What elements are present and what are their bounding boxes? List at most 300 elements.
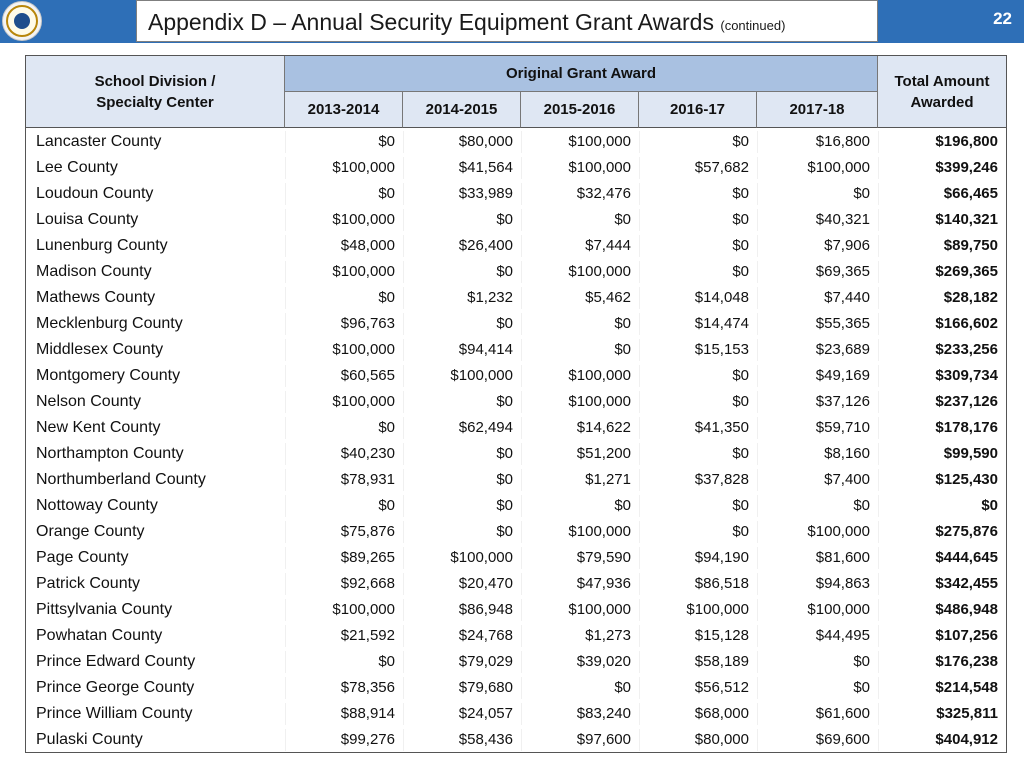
grant-amount-cell: $57,682 bbox=[694, 159, 749, 176]
column-separator bbox=[403, 703, 404, 725]
column-separator bbox=[757, 131, 758, 153]
grant-amount-cell: $7,400 bbox=[824, 471, 870, 488]
column-separator bbox=[285, 443, 286, 465]
grant-amount-cell: $79,680 bbox=[458, 679, 513, 696]
school-division-name: Powhatan County bbox=[36, 627, 163, 644]
grant-amount-cell: $55,365 bbox=[815, 315, 870, 332]
column-separator bbox=[757, 651, 758, 673]
column-separator bbox=[878, 469, 879, 491]
total-awarded-cell: $0 bbox=[981, 497, 998, 514]
total-awarded-cell: $66,465 bbox=[943, 185, 998, 202]
grant-amount-cell: $0 bbox=[496, 523, 513, 540]
column-separator bbox=[285, 547, 286, 569]
header-year-2017-18: 2017-18 bbox=[757, 92, 878, 128]
column-separator bbox=[639, 495, 640, 517]
column-separator bbox=[878, 391, 879, 413]
header-school-division-label: School Division / Specialty Center bbox=[94, 72, 216, 111]
column-separator bbox=[878, 521, 879, 543]
grant-amount-cell: $49,169 bbox=[815, 367, 870, 384]
column-separator bbox=[639, 729, 640, 751]
column-separator bbox=[757, 209, 758, 231]
grant-amount-cell: $96,763 bbox=[340, 315, 395, 332]
school-division-name: Mecklenburg County bbox=[36, 315, 183, 332]
column-separator bbox=[639, 599, 640, 621]
grant-amount-cell: $78,356 bbox=[340, 679, 395, 696]
table-row bbox=[26, 649, 1006, 675]
column-separator bbox=[403, 651, 404, 673]
grant-amount-cell: $62,494 bbox=[458, 419, 513, 436]
column-separator bbox=[639, 131, 640, 153]
table-body bbox=[26, 129, 1006, 753]
grant-amount-cell: $0 bbox=[732, 185, 749, 202]
column-separator bbox=[878, 651, 879, 673]
total-awarded-cell: $309,734 bbox=[935, 367, 998, 384]
school-division-name: Nottoway County bbox=[36, 497, 158, 514]
column-separator bbox=[757, 625, 758, 647]
page-title-text: Appendix D – Annual Security Equipment Grant Awards bbox=[148, 9, 714, 35]
grant-amount-cell: $0 bbox=[732, 445, 749, 462]
total-awarded-cell: $237,126 bbox=[935, 393, 998, 410]
header-year-2013-2014: 2013-2014 bbox=[285, 92, 403, 128]
column-separator bbox=[639, 469, 640, 491]
grant-amount-cell: $24,768 bbox=[458, 627, 513, 644]
column-separator bbox=[521, 417, 522, 439]
grant-amount-cell: $0 bbox=[732, 393, 749, 410]
table-row bbox=[26, 363, 1006, 389]
column-separator bbox=[521, 209, 522, 231]
grant-amount-cell: $81,600 bbox=[815, 549, 870, 566]
grant-amount-cell: $0 bbox=[732, 367, 749, 384]
grant-amount-cell: $58,189 bbox=[694, 653, 749, 670]
total-awarded-cell: $107,256 bbox=[935, 627, 998, 644]
column-separator bbox=[285, 339, 286, 361]
table-row bbox=[26, 389, 1006, 415]
grant-amount-cell: $0 bbox=[496, 315, 513, 332]
column-separator bbox=[285, 677, 286, 699]
grant-amount-cell: $100,000 bbox=[568, 367, 631, 384]
column-separator bbox=[639, 703, 640, 725]
school-division-name: Prince George County bbox=[36, 679, 195, 696]
column-separator bbox=[403, 287, 404, 309]
column-separator bbox=[757, 417, 758, 439]
column-separator bbox=[521, 313, 522, 335]
school-division-name: Patrick County bbox=[36, 575, 141, 592]
grant-amount-cell: $100,000 bbox=[450, 549, 513, 566]
column-separator bbox=[403, 573, 404, 595]
grant-amount-cell: $0 bbox=[614, 315, 631, 332]
grant-amount-cell: $100,000 bbox=[332, 211, 395, 228]
table-row bbox=[26, 311, 1006, 337]
header-original-grant-award: Original Grant Award bbox=[285, 56, 878, 92]
table-row bbox=[26, 467, 1006, 493]
total-awarded-cell: $269,365 bbox=[935, 263, 998, 280]
grant-amount-cell: $1,232 bbox=[467, 289, 513, 306]
grant-amount-cell: $100,000 bbox=[568, 263, 631, 280]
column-separator bbox=[639, 209, 640, 231]
school-division-name: Lancaster County bbox=[36, 133, 162, 150]
grant-amount-cell: $14,474 bbox=[694, 315, 749, 332]
column-separator bbox=[521, 677, 522, 699]
column-separator bbox=[757, 547, 758, 569]
grant-amount-cell: $100,000 bbox=[332, 393, 395, 410]
grant-amount-cell: $37,828 bbox=[694, 471, 749, 488]
column-separator bbox=[639, 521, 640, 543]
column-separator bbox=[639, 573, 640, 595]
column-separator bbox=[403, 599, 404, 621]
column-separator bbox=[878, 235, 879, 257]
grant-amount-cell: $59,710 bbox=[815, 419, 870, 436]
column-separator bbox=[521, 651, 522, 673]
total-awarded-cell: $125,430 bbox=[935, 471, 998, 488]
column-separator bbox=[639, 651, 640, 673]
column-separator bbox=[878, 599, 879, 621]
grant-amount-cell: $100,000 bbox=[568, 393, 631, 410]
grant-amount-cell: $40,321 bbox=[815, 211, 870, 228]
school-division-name: Pittsylvania County bbox=[36, 601, 173, 618]
grant-amount-cell: $0 bbox=[853, 185, 870, 202]
school-division-name: Lunenburg County bbox=[36, 237, 168, 254]
title-bar bbox=[0, 0, 1024, 43]
grant-amount-cell: $88,914 bbox=[340, 705, 395, 722]
column-separator bbox=[639, 365, 640, 387]
column-separator bbox=[757, 677, 758, 699]
grant-amount-cell: $32,476 bbox=[576, 185, 631, 202]
column-separator bbox=[521, 521, 522, 543]
column-separator bbox=[757, 261, 758, 283]
school-division-name: Lee County bbox=[36, 159, 118, 176]
grant-amount-cell: $39,020 bbox=[576, 653, 631, 670]
total-awarded-cell: $178,176 bbox=[935, 419, 998, 436]
header-total-amount bbox=[878, 56, 1006, 128]
column-separator bbox=[521, 729, 522, 751]
column-separator bbox=[403, 521, 404, 543]
column-separator bbox=[285, 729, 286, 751]
column-separator bbox=[403, 625, 404, 647]
header-total-amount-label: Total Amount Awarded bbox=[894, 72, 990, 111]
grant-amount-cell: $0 bbox=[614, 211, 631, 228]
table-row bbox=[26, 207, 1006, 233]
column-separator bbox=[285, 183, 286, 205]
grant-amount-cell: $58,436 bbox=[458, 731, 513, 748]
header-year-2015-2016: 2015-2016 bbox=[521, 92, 639, 128]
table-row bbox=[26, 701, 1006, 727]
grant-amount-cell: $100,000 bbox=[332, 263, 395, 280]
grant-amount-cell: $100,000 bbox=[332, 601, 395, 618]
grant-amount-cell: $0 bbox=[614, 679, 631, 696]
grant-amount-cell: $47,936 bbox=[576, 575, 631, 592]
total-awarded-cell: $399,246 bbox=[935, 159, 998, 176]
grant-amount-cell: $60,565 bbox=[340, 367, 395, 384]
grant-amount-cell: $40,230 bbox=[340, 445, 395, 462]
column-separator bbox=[878, 209, 879, 231]
column-separator bbox=[757, 521, 758, 543]
school-division-name: Louisa County bbox=[36, 211, 139, 228]
column-separator bbox=[757, 495, 758, 517]
column-separator bbox=[878, 183, 879, 205]
column-separator bbox=[285, 417, 286, 439]
header-school-division bbox=[26, 56, 285, 128]
column-separator bbox=[757, 391, 758, 413]
total-awarded-cell: $325,811 bbox=[936, 705, 998, 722]
column-separator bbox=[285, 261, 286, 283]
grant-amount-cell: $94,863 bbox=[815, 575, 870, 592]
school-division-name: Loudoun County bbox=[36, 185, 154, 202]
column-separator bbox=[403, 183, 404, 205]
column-separator bbox=[639, 417, 640, 439]
column-separator bbox=[757, 703, 758, 725]
grant-amount-cell: $0 bbox=[732, 497, 749, 514]
table-row bbox=[26, 597, 1006, 623]
total-awarded-cell: $176,238 bbox=[935, 653, 998, 670]
grant-amount-cell: $26,400 bbox=[458, 237, 513, 254]
grant-amount-cell: $69,365 bbox=[815, 263, 870, 280]
school-division-name: Northampton County bbox=[36, 445, 184, 462]
column-separator bbox=[878, 261, 879, 283]
column-separator bbox=[639, 677, 640, 699]
column-separator bbox=[403, 495, 404, 517]
grant-amount-cell: $0 bbox=[853, 653, 870, 670]
column-separator bbox=[878, 157, 879, 179]
column-separator bbox=[757, 469, 758, 491]
grant-amount-cell: $0 bbox=[853, 497, 870, 514]
grant-amount-cell: $15,153 bbox=[694, 341, 749, 358]
column-separator bbox=[521, 391, 522, 413]
grant-amount-cell: $44,495 bbox=[815, 627, 870, 644]
column-separator bbox=[403, 313, 404, 335]
title-box bbox=[136, 0, 878, 42]
table-row bbox=[26, 181, 1006, 207]
column-separator bbox=[403, 157, 404, 179]
column-separator bbox=[403, 391, 404, 413]
grant-amount-cell: $0 bbox=[614, 341, 631, 358]
grant-amount-cell: $100,000 bbox=[686, 601, 749, 618]
total-awarded-cell: $233,256 bbox=[935, 341, 998, 358]
grant-amount-cell: $69,600 bbox=[815, 731, 870, 748]
grant-amount-cell: $61,600 bbox=[815, 705, 870, 722]
column-separator bbox=[521, 183, 522, 205]
seal-core bbox=[14, 13, 30, 29]
school-division-name: Page County bbox=[36, 549, 129, 566]
grant-amount-cell: $0 bbox=[732, 237, 749, 254]
column-separator bbox=[521, 599, 522, 621]
grant-amount-cell: $41,564 bbox=[458, 159, 513, 176]
total-awarded-cell: $214,548 bbox=[935, 679, 998, 696]
column-separator bbox=[639, 339, 640, 361]
column-separator bbox=[639, 287, 640, 309]
grant-amount-cell: $16,800 bbox=[815, 133, 870, 150]
grant-amount-cell: $48,000 bbox=[340, 237, 395, 254]
grant-amount-cell: $94,190 bbox=[694, 549, 749, 566]
grant-amount-cell: $37,126 bbox=[815, 393, 870, 410]
column-separator bbox=[403, 729, 404, 751]
column-separator bbox=[878, 729, 879, 751]
grant-amount-cell: $24,057 bbox=[458, 705, 513, 722]
column-separator bbox=[639, 547, 640, 569]
column-separator bbox=[521, 365, 522, 387]
grant-amount-cell: $100,000 bbox=[450, 367, 513, 384]
total-awarded-cell: $404,912 bbox=[935, 731, 998, 748]
grant-amount-cell: $100,000 bbox=[568, 133, 631, 150]
grant-amount-cell: $100,000 bbox=[807, 601, 870, 618]
column-separator bbox=[639, 443, 640, 465]
table-row bbox=[26, 415, 1006, 441]
column-separator bbox=[285, 209, 286, 231]
grant-amount-cell: $100,000 bbox=[332, 159, 395, 176]
column-separator bbox=[521, 287, 522, 309]
column-separator bbox=[521, 469, 522, 491]
column-separator bbox=[639, 313, 640, 335]
table-row bbox=[26, 233, 1006, 259]
grant-amount-cell: $83,240 bbox=[576, 705, 631, 722]
grant-amount-cell: $79,590 bbox=[576, 549, 631, 566]
total-awarded-cell: $99,590 bbox=[943, 445, 998, 462]
column-separator bbox=[521, 261, 522, 283]
column-separator bbox=[285, 651, 286, 673]
school-division-name: New Kent County bbox=[36, 419, 161, 436]
total-awarded-cell: $486,948 bbox=[935, 601, 998, 618]
page-title bbox=[148, 9, 785, 36]
grant-amount-cell: $86,518 bbox=[694, 575, 749, 592]
grant-amount-cell: $80,000 bbox=[458, 133, 513, 150]
grant-amount-cell: $14,048 bbox=[694, 289, 749, 306]
grant-amount-cell: $100,000 bbox=[807, 159, 870, 176]
column-separator bbox=[403, 131, 404, 153]
grant-amount-cell: $0 bbox=[732, 263, 749, 280]
column-separator bbox=[403, 339, 404, 361]
column-separator bbox=[878, 495, 879, 517]
column-separator bbox=[285, 625, 286, 647]
column-separator bbox=[285, 573, 286, 595]
column-separator bbox=[757, 235, 758, 257]
school-division-name: Montgomery County bbox=[36, 367, 181, 384]
grant-amount-cell: $0 bbox=[378, 289, 395, 306]
grant-amount-cell: $1,271 bbox=[585, 471, 631, 488]
grant-amount-cell: $68,000 bbox=[694, 705, 749, 722]
column-separator bbox=[403, 261, 404, 283]
grant-amount-cell: $7,906 bbox=[824, 237, 870, 254]
school-division-name: Northumberland County bbox=[36, 471, 206, 488]
column-separator bbox=[878, 547, 879, 569]
column-separator bbox=[285, 521, 286, 543]
table-row bbox=[26, 727, 1006, 753]
page-number: 22 bbox=[993, 9, 1012, 28]
grant-amount-cell: $99,276 bbox=[340, 731, 395, 748]
column-separator bbox=[521, 495, 522, 517]
seal-logo-icon bbox=[2, 1, 42, 41]
column-separator bbox=[521, 547, 522, 569]
grant-amount-cell: $100,000 bbox=[807, 523, 870, 540]
school-division-name: Prince Edward County bbox=[36, 653, 196, 670]
table-row bbox=[26, 337, 1006, 363]
total-awarded-cell: $89,750 bbox=[943, 237, 998, 254]
column-separator bbox=[757, 287, 758, 309]
table-row bbox=[26, 259, 1006, 285]
grant-amount-cell: $0 bbox=[496, 211, 513, 228]
column-separator bbox=[521, 339, 522, 361]
column-separator bbox=[403, 417, 404, 439]
column-separator bbox=[878, 313, 879, 335]
total-awarded-cell: $28,182 bbox=[943, 289, 998, 306]
header-year-2016-17: 2016-17 bbox=[639, 92, 757, 128]
column-separator bbox=[403, 235, 404, 257]
table-row bbox=[26, 155, 1006, 181]
school-division-name: Middlesex County bbox=[36, 341, 164, 358]
grant-amount-cell: $21,592 bbox=[340, 627, 395, 644]
grant-amount-cell: $0 bbox=[378, 653, 395, 670]
grant-amount-cell: $51,200 bbox=[576, 445, 631, 462]
column-separator bbox=[403, 677, 404, 699]
column-separator bbox=[878, 677, 879, 699]
table-row bbox=[26, 545, 1006, 571]
column-separator bbox=[757, 313, 758, 335]
column-separator bbox=[285, 469, 286, 491]
total-awarded-cell: $342,455 bbox=[935, 575, 998, 592]
school-division-name: Madison County bbox=[36, 263, 152, 280]
grant-amount-cell: $0 bbox=[378, 185, 395, 202]
grant-amount-cell: $97,600 bbox=[576, 731, 631, 748]
grant-amount-cell: $0 bbox=[496, 497, 513, 514]
grant-amount-cell: $94,414 bbox=[458, 341, 513, 358]
header-year-2014-2015: 2014-2015 bbox=[403, 92, 521, 128]
grant-amount-cell: $33,989 bbox=[458, 185, 513, 202]
grant-amount-cell: $0 bbox=[496, 263, 513, 280]
grant-amount-cell: $100,000 bbox=[332, 341, 395, 358]
column-separator bbox=[878, 573, 879, 595]
grant-amount-cell: $0 bbox=[732, 523, 749, 540]
column-separator bbox=[878, 625, 879, 647]
column-separator bbox=[403, 209, 404, 231]
column-separator bbox=[521, 157, 522, 179]
column-separator bbox=[285, 131, 286, 153]
grant-amount-cell: $20,470 bbox=[458, 575, 513, 592]
grant-amount-cell: $79,029 bbox=[458, 653, 513, 670]
column-separator bbox=[878, 365, 879, 387]
column-separator bbox=[285, 235, 286, 257]
column-separator bbox=[878, 287, 879, 309]
column-separator bbox=[757, 573, 758, 595]
column-separator bbox=[521, 235, 522, 257]
grant-amount-cell: $75,876 bbox=[340, 523, 395, 540]
grant-amount-cell: $92,668 bbox=[340, 575, 395, 592]
grant-amount-cell: $0 bbox=[378, 133, 395, 150]
column-separator bbox=[403, 547, 404, 569]
column-separator bbox=[285, 391, 286, 413]
grant-amount-cell: $15,128 bbox=[694, 627, 749, 644]
column-separator bbox=[757, 365, 758, 387]
grant-amount-cell: $41,350 bbox=[694, 419, 749, 436]
column-separator bbox=[285, 599, 286, 621]
table-row bbox=[26, 441, 1006, 467]
column-separator bbox=[285, 157, 286, 179]
column-separator bbox=[878, 703, 879, 725]
column-separator bbox=[878, 417, 879, 439]
grant-amount-cell: $0 bbox=[378, 419, 395, 436]
column-separator bbox=[403, 443, 404, 465]
column-separator bbox=[403, 469, 404, 491]
page-subtitle: (continued) bbox=[720, 18, 786, 33]
column-separator bbox=[757, 157, 758, 179]
table-row bbox=[26, 129, 1006, 155]
total-awarded-cell: $140,321 bbox=[935, 211, 998, 228]
grant-amount-cell: $7,440 bbox=[824, 289, 870, 306]
column-separator bbox=[878, 443, 879, 465]
table-row bbox=[26, 285, 1006, 311]
column-separator bbox=[639, 261, 640, 283]
table-row bbox=[26, 571, 1006, 597]
school-division-name: Mathews County bbox=[36, 289, 156, 306]
grant-amount-cell: $7,444 bbox=[585, 237, 631, 254]
grant-amount-cell: $0 bbox=[496, 393, 513, 410]
